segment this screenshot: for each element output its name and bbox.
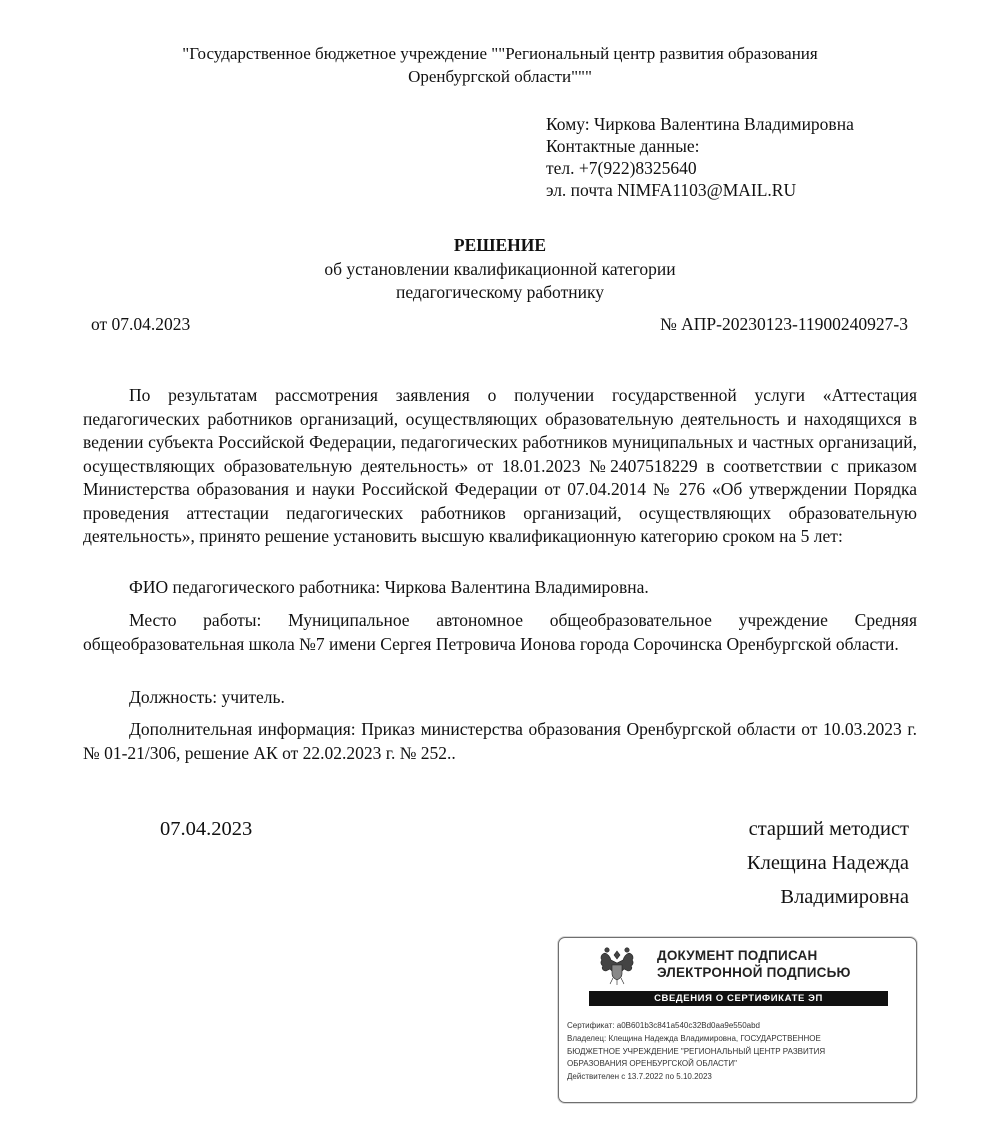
email: эл. почта NIMFA1103@MAIL.RU [546,180,797,200]
coat-of-arms-icon [595,945,639,987]
additional-paragraph [83,718,917,765]
stamp-title-line2: ЭЛЕКТРОННОЙ ПОДПИСЬЮ [657,965,851,980]
position-text: Должность: учитель. [129,687,285,707]
decision-number: № АПР-20230123-11900240927-3 [660,314,908,334]
organization-name-line1: "Государственное бюджетное учреждение ""Региональный центр развития образования [182,44,818,63]
owner-line2: БЮДЖЕТНОЕ УЧРЕЖДЕНИЕ "РЕГИОНАЛЬНЫЙ ЦЕНТР РАЗВИТИЯ [567,1046,826,1056]
certificate-info-bar: СВЕДЕНИЯ О СЕРТИФИКАТЕ ЭП [589,991,888,1006]
electronic-signature-stamp [558,937,917,1103]
signer-name-line1: Клещина Надежда [746,852,909,874]
validity-period: Действителен с 13.7.2022 по 5.10.2023 [567,1072,712,1082]
decision-subtitle-line2: педагогическому работнику [396,282,604,302]
decision-date: от 07.04.2023 [91,314,191,334]
organization-name-line2: Оренбургской области""" [408,67,592,86]
decision-subtitle-line1: об установлении квалификационной категории [324,259,676,279]
owner-line3: ОБРАЗОВАНИЯ ОРЕНБУРГСКОЙ ОБЛАСТИ" [567,1059,737,1069]
employee-paragraph [83,576,917,600]
owner-line1: Владелец: Клещина Надежда Владимировна, ГОСУДАРСТВЕННОЕ [567,1033,821,1043]
workplace-text: Место работы: Муниципальное автономное общеобразовательное учреждение Средняя общеобразовательная школа №7 имени Сергея Петровича Ионова города Сорочинска Оренбургской области. [83,610,917,654]
footer-date: 07.04.2023 [160,818,253,840]
signer-position: старший методист [748,818,909,840]
main-paragraph-text: По результатам рассмотрения заявления о получении государственной услуги «Аттестация педагогических работников организаций, осуществляющих образовательную деятельность и находящихся в ведении субъекта Российской Федерации, педагогических работников муниципальных и частных организаций, осуществляющих образовательную деятельность» от 18.01.2023 №2407518229 в соответствии с приказом Министерства образования и науки Российской Федерации от 07.04.2014 № 276 «Об утверждении Порядка проведения аттестации педагогических работников организаций, осуществляющих образовательную деятельность», принято решение установить высшую квалификационную категорию сроком на 5 лет: [83,385,917,546]
main-paragraph [83,384,917,549]
recipient: Кому: Чиркова Валентина Владимировна [546,114,854,134]
additional-text: Дополнительная информация: Приказ министерства образования Оренбургской области от 10.03.2023 г. № 01-21/306, решение АК от 22.02.2023 г. № 252.. [83,719,917,763]
certificate-details [567,1020,907,1084]
workplace-paragraph [83,609,917,656]
stamp-title-line1: ДОКУМЕНТ ПОДПИСАН [657,948,818,963]
stamp-title [657,947,867,981]
decision-title: РЕШЕНИЕ [453,235,547,255]
signer-name-line2: Владимировна [780,886,909,908]
contacts-label: Контактные данные: [546,136,700,156]
certificate-id: Сертификат: a0B601b3c841a540c32Bd0aa9e550abd [567,1021,760,1030]
position-paragraph [83,686,917,710]
phone: тел. +7(922)8325640 [546,158,697,178]
employee-text: ФИО педагогического работника: Чиркова Валентина Владимировна. [129,577,649,597]
